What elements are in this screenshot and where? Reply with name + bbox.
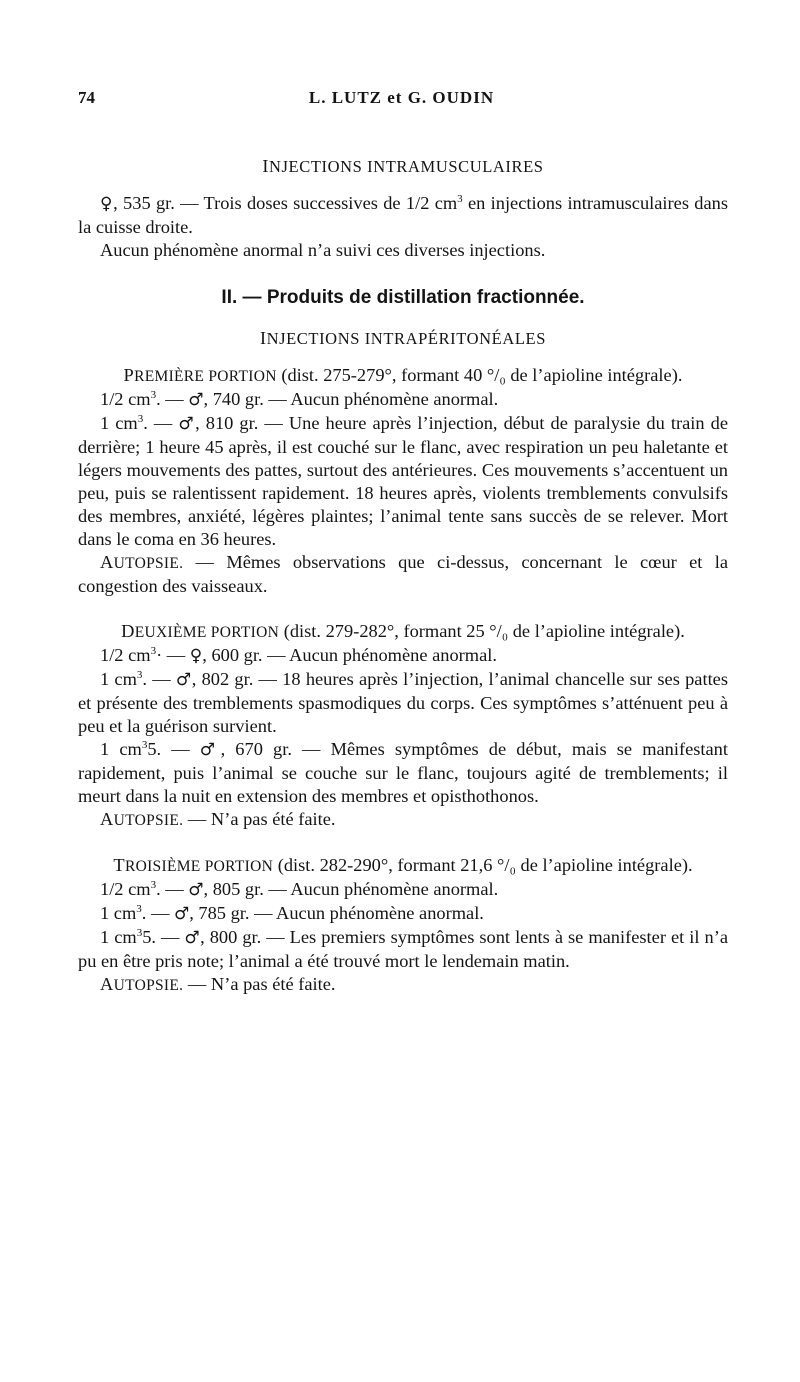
entry-second-2: 1 $cm^3$. — ♂, 802 gr. — 18 heures après l’injection, l’animal chancelle sur ses pattes et présente des tremblements spasmodiques du corps. Ces symptômes s’atténuent peu à peu et la guérison survient. [78, 668, 728, 736]
section-title-distillation: II. — Produits de distillation fractionnée. [221, 287, 585, 308]
male-symbol-icon: ♂ [178, 414, 196, 434]
female-symbol-icon: ♀ [189, 646, 203, 666]
male-symbol-icon: ♂ [188, 390, 204, 410]
entry-first-2: 1 $cm^3$. — ♂, 810 gr. — Une heure après l’injection, début de paralysie du train de derrière; 1 heure 45 après, il est couché sur le flanc, avec respiration un peu haletante et légers mouvements des pattes, surtout des antérieures. Ces mouvements s’accentuent un peu, puis se ralentissent rapidement. 18 heures après, violents tremblements convulsifs des membres, anxiété, légères plaintes; l’animal tente sans succès de se relever. Mort dans le coma en 36 heures. [78, 412, 728, 549]
entry-third-2: 1 $cm^3$. — ♂, 785 gr. — Aucun phénomène anormal. [100, 902, 484, 924]
male-symbol-icon: ♂ [175, 670, 192, 690]
entry-first-1: 1/2 $cm^3$. — ♂, 740 gr. — Aucun phénomène anormal. [100, 388, 499, 410]
running-head: L. LUTZ et G. OUDIN [308, 88, 495, 107]
paragraph-intramuscular-result: Aucun phénomène anormal n’a suivi ces diverses injections. [100, 240, 546, 260]
page-number: 74 [78, 88, 95, 107]
autopsy-first: AUTOPSIE. — Mêmes observations que ci-dessus, concernant le cœur et la congestion des vaisseaux. [78, 552, 728, 596]
autopsy-second: AUTOPSIE. — N’a pas été faite. [100, 809, 336, 829]
section-heading-intraperitoneal: INJECTIONS INTRAPÉRITONÉALES [259, 328, 547, 348]
portion-heading-first: PREMIÈRE PORTION (dist. 275-279°, formant 40 °/₀ de l’apioline intégrale). [123, 365, 683, 385]
paragraph-intramuscular-doses: ♀, 535 gr. — Trois doses successives de 1/2 $cm^3$ en injections intramusculaires dans la cuisse droite. [78, 192, 728, 237]
male-symbol-icon: ♂ [173, 904, 190, 924]
male-symbol-icon: ♂ [199, 740, 221, 760]
entry-third-1: 1/2 $cm^3$. — ♂, 805 gr. — Aucun phénomène anormal. [100, 878, 499, 900]
autopsy-third: AUTOPSIE. — N’a pas été faite. [100, 974, 336, 994]
portion-heading-second: DEUXIÈME PORTION (dist. 279-282°, formant 25 °/₀ de l’apioline intégrale). [121, 621, 685, 641]
page-header [78, 88, 725, 112]
entry-second-3: 1 $cm^35$. — ♂, 670 gr. — Mêmes symptômes de début, mais se manifestant rapidement, puis l’animal se couche sur le flanc, toujours agité de tremblements; il meurt dans la nuit en extension des membres et opisthothonos. [78, 738, 728, 806]
portion-heading-third: TROISIÈME PORTION (dist. 282-290°, formant 21,6 °/₀ de l’apioline intégrale). [113, 855, 693, 875]
page-body [78, 152, 728, 997]
male-symbol-icon: ♂ [184, 928, 201, 948]
section-heading-intramuscular: INJECTIONS INTRAMUSCULAIRES [262, 156, 544, 176]
entry-third-3: 1 $cm^35$. — ♂, 800 gr. — Les premiers symptômes sont lents à se manifester et il n’a pu en être pris note; l’animal a été trouvé mort le lendemain matin. [78, 926, 728, 971]
entry-second-1: 1/2 $cm^3\cdot$ — ♀, 600 gr. — Aucun phénomène anormal. [100, 644, 497, 666]
male-symbol-icon: ♂ [188, 880, 204, 900]
female-symbol-icon: ♀ [100, 194, 114, 214]
